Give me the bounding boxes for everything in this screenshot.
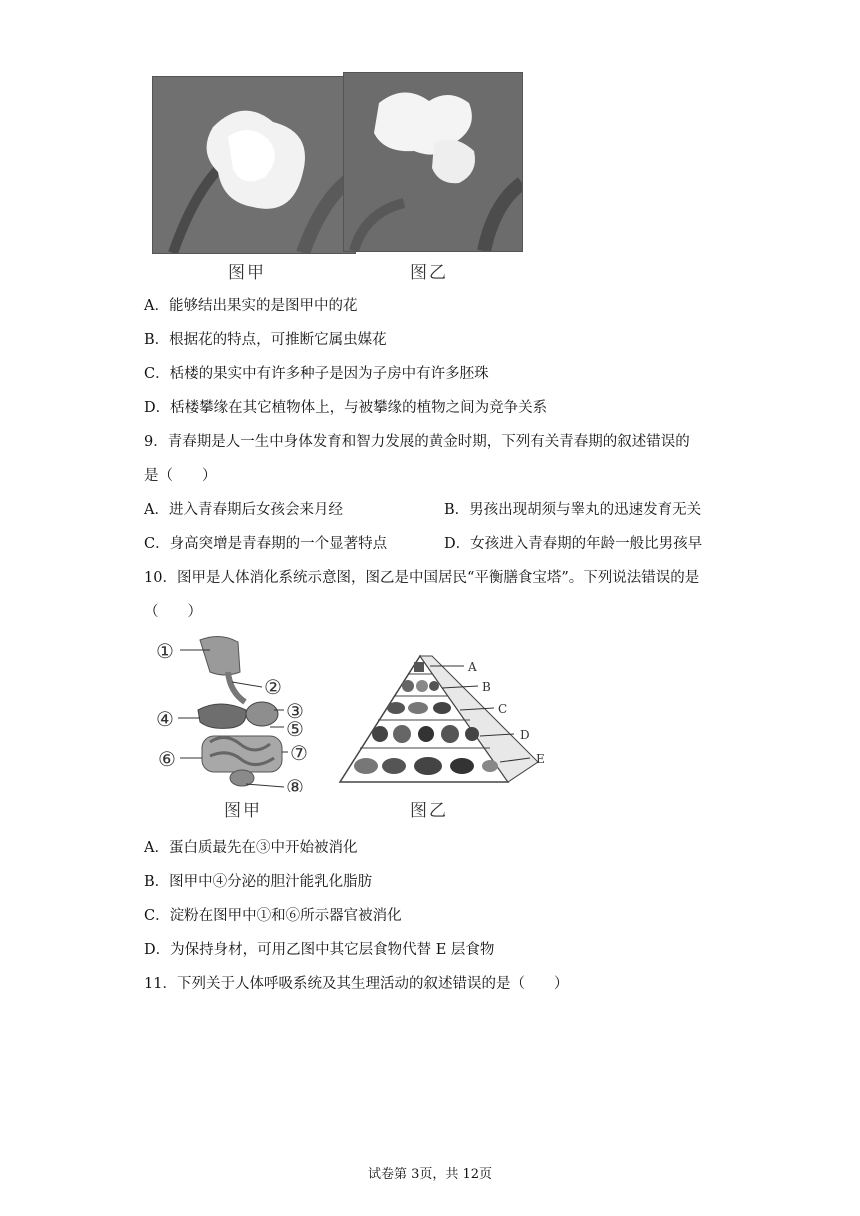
pyramid-label-d: D bbox=[520, 728, 530, 742]
food-pyramid-figure bbox=[330, 650, 560, 790]
q10-option-a: A．蛋白质最先在③中开始被消化 bbox=[144, 840, 358, 856]
q9-stem-line1: 9．青春期是人一生中身体发育和智力发展的黄金时期，下列有关青春期的叙述错误的 bbox=[144, 434, 690, 450]
digestive-label-1: ① bbox=[156, 639, 174, 663]
q9-option-d: D．女孩进入青春期的年龄一般比男孩早 bbox=[444, 536, 703, 552]
flower-jia-image bbox=[153, 77, 355, 253]
flower-photo-jia bbox=[152, 76, 356, 254]
q8-option-b: B．根据花的特点，可推断它属虫媒花 bbox=[144, 332, 387, 348]
pyramid-label-c: C bbox=[498, 702, 508, 716]
caption-yi-top: 图乙 bbox=[410, 263, 448, 283]
q9-stem-line2: 是（ ） bbox=[144, 468, 217, 484]
q10-option-d: D．为保持身材，可用乙图中其它层食物代替 E 层食物 bbox=[144, 942, 495, 958]
q9-option-a: A．进入青春期后女孩会来月经 bbox=[144, 502, 343, 518]
pyramid-label-a: A bbox=[468, 660, 477, 674]
page-footer: 试卷第 3页，共 12页 bbox=[367, 1167, 493, 1182]
q9-option-b: B．男孩出现胡须与睾丸的迅速发育无关 bbox=[444, 502, 702, 518]
q8-option-c: C．栝楼的果实中有许多种子是因为子房中有许多胚珠 bbox=[144, 366, 489, 382]
q10-stem-line1: 10．图甲是人体消化系统示意图，图乙是中国居民“平衡膳食宝塔”。下列说法错误的是 bbox=[144, 570, 700, 586]
digestive-label-3: ③ bbox=[286, 699, 304, 723]
q10-option-c: C．淀粉在图甲中①和⑥所示器官被消化 bbox=[144, 908, 402, 924]
digestive-label-2: ② bbox=[264, 675, 282, 699]
caption-jia-digestive: 图甲 bbox=[224, 801, 262, 821]
digestive-label-6: ⑥ bbox=[158, 747, 176, 771]
digestive-system-figure bbox=[150, 632, 330, 792]
q11-stem: 11．下列关于人体呼吸系统及其生理活动的叙述错误的是（ ） bbox=[144, 976, 569, 992]
flower-yi-image bbox=[344, 73, 522, 251]
pyramid-label-e: E bbox=[536, 752, 545, 766]
caption-yi-pyramid: 图乙 bbox=[410, 801, 448, 821]
q10-option-b: B．图甲中④分泌的胆汁能乳化脂肪 bbox=[144, 874, 373, 890]
flower-photo-yi bbox=[343, 72, 523, 252]
digestive-label-7: ⑦ bbox=[290, 741, 308, 765]
digestive-label-8: ⑧ bbox=[286, 775, 304, 792]
caption-jia-top: 图甲 bbox=[228, 263, 266, 283]
q9-option-c: C．身高突增是青春期的一个显著特点 bbox=[144, 536, 388, 552]
q8-option-a: A．能够结出果实的是图甲中的花 bbox=[144, 298, 358, 314]
digestive-label-5: ⑤ bbox=[286, 717, 304, 741]
q8-option-d: D．栝楼攀缘在其它植物体上，与被攀缘的植物之间为竞争关系 bbox=[144, 400, 548, 416]
pyramid-label-b: B bbox=[482, 680, 491, 694]
digestive-label-4: ④ bbox=[156, 707, 174, 731]
q10-stem-line2: （ ） bbox=[144, 604, 202, 620]
